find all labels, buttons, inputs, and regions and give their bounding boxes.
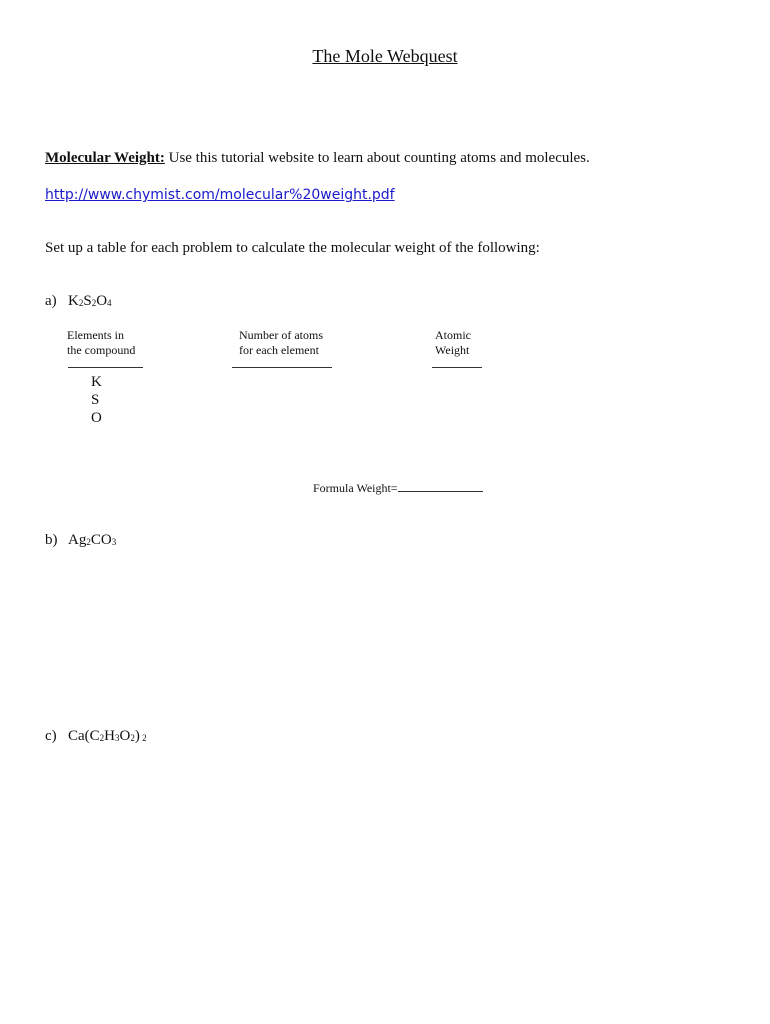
- column-header-atomic-weight: [435, 328, 495, 358]
- element-row: S: [91, 392, 100, 408]
- formula-c-subscript: 2: [130, 733, 135, 743]
- column-header-line: Atomic: [435, 328, 471, 342]
- problem-b: [45, 532, 116, 549]
- problem-b-label: b): [45, 532, 58, 548]
- page-title: The Mole Webquest: [312, 46, 458, 66]
- formula-c-subscript: 2: [99, 733, 105, 743]
- header-underline: [232, 367, 332, 368]
- formula-b: [68, 532, 116, 548]
- intro-lead: Molecular Weight:: [45, 150, 165, 166]
- formula-c-part: Ca(C: [68, 728, 100, 744]
- formula-a-part: K: [68, 293, 79, 309]
- problem-c-label: c): [45, 728, 57, 744]
- column-header-number-of-atoms: [239, 328, 359, 358]
- formula-a-subscript: 2: [78, 298, 84, 308]
- instruction-text: Set up a table for each problem to calculate the molecular weight of the following:: [45, 240, 540, 256]
- column-header-line: for each element: [239, 343, 319, 357]
- intro-paragraph: [45, 150, 590, 167]
- column-header-elements: [67, 328, 167, 358]
- formula-b-part: Ag: [68, 532, 87, 548]
- problem-a-label: a): [45, 293, 57, 309]
- formula-b-subscript: 3: [111, 537, 117, 547]
- formula-c-part: ): [134, 728, 140, 744]
- column-header-line: Number of atoms: [239, 328, 323, 342]
- formula-b-subscript: 2: [86, 537, 91, 547]
- formula-weight: [313, 481, 483, 496]
- formula-b-part: CO: [90, 532, 112, 548]
- problem-c: [45, 728, 147, 745]
- tutorial-link[interactable]: http://www.chymist.com/molecular%20weight.pdf: [45, 187, 395, 203]
- column-header-line: the compound: [67, 343, 136, 357]
- formula-c: [68, 728, 147, 744]
- element-list: [91, 373, 102, 427]
- element-row: K: [91, 374, 102, 390]
- formula-a-part: S: [83, 293, 92, 309]
- formula-c-part: O: [119, 728, 131, 744]
- header-underline: [68, 367, 143, 368]
- header-underline: [432, 367, 482, 368]
- formula-c-part: H: [104, 728, 116, 744]
- formula-a-subscript: 4: [107, 298, 112, 308]
- formula-a: [68, 293, 112, 309]
- intro-text: Use this tutorial website to learn about counting atoms and molecules.: [164, 150, 590, 166]
- formula-a-part: O: [96, 293, 108, 309]
- element-row: O: [91, 410, 102, 426]
- column-header-line: Elements in: [67, 328, 124, 342]
- formula-weight-blank[interactable]: [398, 481, 483, 492]
- formula-a-subscript: 2: [91, 298, 97, 308]
- column-header-line: Weight: [435, 343, 470, 357]
- formula-weight-label: Formula Weight=: [313, 481, 398, 495]
- formula-c-subscript: 3: [115, 733, 120, 743]
- problem-a: [45, 293, 112, 310]
- formula-c-subscript: 2: [139, 733, 147, 743]
